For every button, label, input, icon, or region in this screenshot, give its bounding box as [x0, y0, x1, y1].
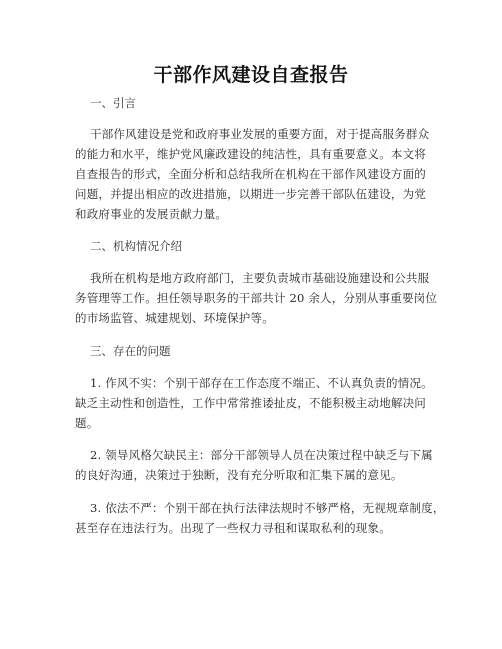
- paragraph-line: 的能力和水平，维护党风廉政建设的纯洁性，具有重要意义。本文将: [75, 147, 426, 161]
- section-heading-introduction: 一、引言: [90, 96, 136, 110]
- list-item-line: 3. 依法不严：个别干部在执行法律法规时不够严格，无视规章制度，: [90, 501, 445, 515]
- paragraph-line: 问题，并提出相应的改进措施，以期进一步完善干部队伍建设，为党: [75, 187, 426, 201]
- list-item-line: 2. 领导风格欠缺民主：部分干部领导人员在决策过程中缺乏与下属: [90, 448, 433, 462]
- list-item-line: 题。: [75, 416, 99, 430]
- paragraph-line: 干部作风建设是党和政府事业发展的重要方面，对于提高服务群众: [90, 127, 430, 141]
- document-title: 干部作风建设自查报告: [153, 64, 349, 86]
- list-item-line: 1. 作风不实：个别干部存在工作态度不端正、不认真负责的情况。: [90, 376, 433, 390]
- paragraph-line: 和政府事业的发展贡献力量。: [75, 207, 228, 221]
- list-item-line: 缺乏主动性和创造性，工作中常常推诿扯皮，不能积极主动地解决问: [75, 396, 426, 410]
- list-item-line: 的良好沟通，决策过于独断，没有充分听取和汇集下属的意见。: [75, 468, 403, 482]
- paragraph-line: 自查报告的形式，全面分析和总结我所在机构在干部作风建设方面的: [75, 167, 426, 181]
- section-heading-problems: 三、存在的问题: [90, 344, 171, 358]
- paragraph-line: 务管理等工作。担任领导职务的干部共计 20 余人，分别从事重要岗位: [75, 291, 438, 305]
- paragraph-line: 的市场监管、城建规划、环境保护等。: [75, 311, 274, 325]
- list-item-line: 甚至存在违法行为。出现了一些权力寻租和谋取私利的现象。: [75, 521, 391, 535]
- paragraph-line: 我所在机构是地方政府部门，主要负责城市基础设施建设和公共服: [90, 271, 430, 285]
- section-heading-organization: 二、机构情况介绍: [90, 239, 182, 253]
